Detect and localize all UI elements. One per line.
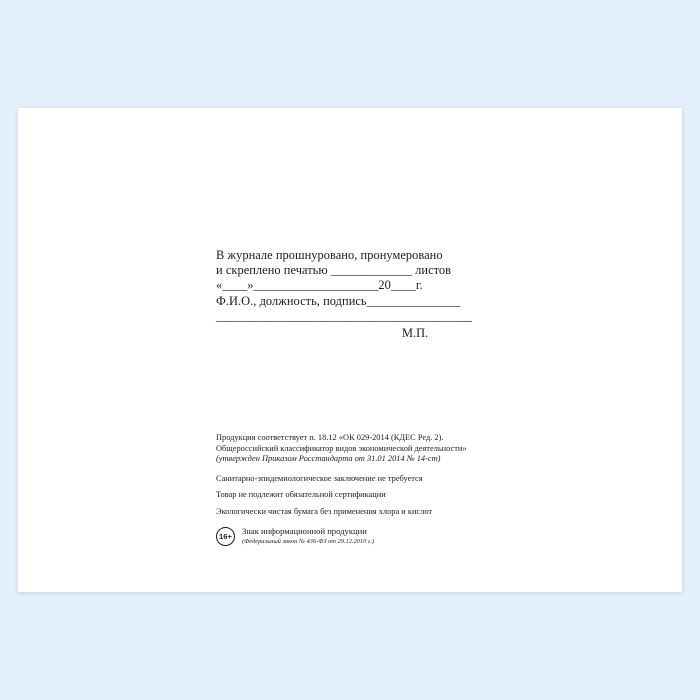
stamp-place-label: М.П. — [402, 326, 429, 340]
document-page — [18, 108, 682, 592]
spacer — [216, 465, 536, 474]
note-ecology: Экологически чистая бумага без применения хлора и кислот — [216, 506, 433, 516]
note-certification: Товар не подлежит обязательной сертификации — [216, 490, 386, 500]
certification-line-1: Продукция соответствует п. 18.12 «ОК 029-2014 (КДЕС Ред. 2). — [216, 433, 444, 442]
certification-line-3: (утвержден Приказом Росстандарта от 31.01 2014 № 14-ст) — [216, 454, 441, 464]
certification-line-2: Общероссийский классификатор видов экономической деятельности» — [216, 443, 467, 453]
age-mark-text — [242, 527, 374, 545]
age-rating-icon: 16+ — [216, 527, 235, 546]
statement-line-4: Ф.И.О., должность, подпись_______________ — [216, 293, 461, 308]
age-mark-row — [216, 527, 536, 546]
age-mark-subtitle: (Федеральный закон № 436-ФЗ от 29.12.2010 г.) — [242, 537, 375, 545]
statement-line-2: и скреплено печатью _____________ листов — [216, 263, 452, 278]
statement-line-3: «____»____________________20____г. — [216, 278, 423, 293]
statement-line-5: _________________________________________ — [216, 308, 473, 323]
age-mark-title: Знак информационной продукции — [242, 526, 367, 537]
note-sanitary: Санитарно-эпидемиологическое заключение не требуется — [216, 473, 423, 483]
page-content — [18, 108, 682, 592]
legal-notes-block — [216, 433, 536, 546]
statement-line-1: В журнале прошнуровано, пронумеровано — [216, 248, 443, 262]
certification-statement-block — [216, 248, 516, 324]
